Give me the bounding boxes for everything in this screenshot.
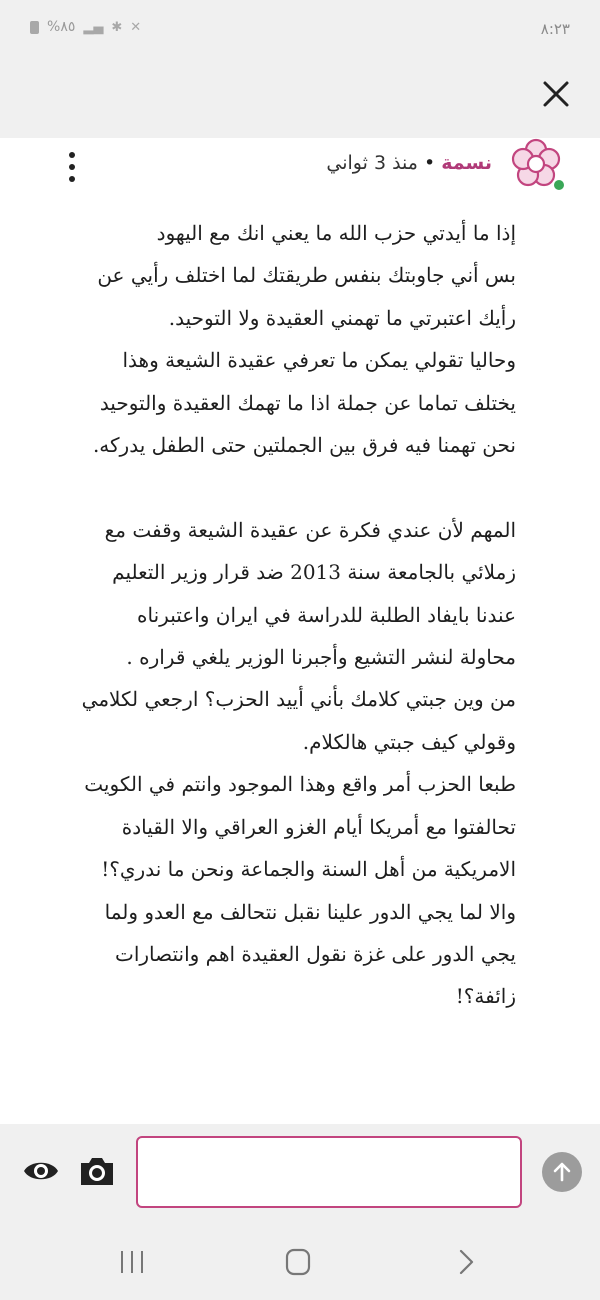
home-button[interactable] (282, 1248, 314, 1276)
more-options-button[interactable] (62, 152, 82, 182)
top-bar (0, 58, 600, 138)
recents-button[interactable] (116, 1248, 148, 1276)
recents-icon (116, 1248, 148, 1276)
sync-icon: ✱ (111, 19, 123, 35)
online-status-dot (552, 178, 566, 192)
status-icons (30, 19, 141, 35)
reply-input[interactable] (136, 1136, 522, 1208)
arrow-up-icon (551, 1161, 573, 1183)
battery-percentage: %٨٥ (47, 19, 76, 35)
battery-icon (30, 21, 39, 34)
author-name[interactable]: نسمة (441, 152, 492, 174)
author-line (326, 152, 492, 174)
back-icon (452, 1248, 484, 1276)
close-icon (540, 78, 572, 110)
signal-icon: ▂▄ (83, 19, 104, 35)
attach-photo-button[interactable] (78, 1154, 116, 1188)
system-navigation-bar (0, 1224, 600, 1300)
preview-button[interactable] (22, 1156, 60, 1186)
reply-composer (0, 1124, 600, 1224)
post-time: منذ 3 ثواني (326, 152, 418, 174)
close-button[interactable] (540, 78, 572, 110)
eye-icon (22, 1156, 60, 1186)
home-icon (282, 1248, 314, 1276)
status-bar (0, 0, 600, 58)
post-header (0, 138, 600, 196)
more-vertical-icon (69, 152, 75, 158)
status-time: ٨:٢٣ (540, 20, 570, 38)
back-button[interactable] (452, 1248, 484, 1276)
meta-separator: • (417, 152, 442, 174)
mute-icon: ✕ (130, 19, 142, 35)
send-button[interactable] (542, 1152, 582, 1192)
camera-icon (78, 1154, 116, 1188)
post-text: إذا ما أيدتي حزب الله ما يعني انك مع اليهود بس أني جاوبتك بنفس طريقتك لما اختلف رأيي عن رأيك اعتبرتي ما تهمني العقيدة ولا التوحيد. وحاليا تقولي يمكن ما تعرفي عقيدة الشيعة وهذا يختلف تماما عن جملة اذا ما تهمك العقيدة والتوحيد نحن تهمنا فيه فرق بين الجملتين حتى الطفل يدركه. المهم لأن عندي فكرة عن عقيدة الشيعة وقفت مع زملائي بالجامعة سنة 2013 ضد قرار وزير التعليم عندنا بايفاد الطلبة للدراسة في ايران واعتبرناه محاولة لنشر التشيع وأجبرنا الوزير يلغي قراره . من وين جبتي كلامك بأني أييد الحزب؟ ارجعي لكلامي وقولي كيف جبتي هالكلام. طبعا الحزب أمر واقع وهذا الموجود وانتم في الكويت تحالفتوا مع أمريكا أيام الغزو العراقي والا القيادة الامريكية من أهل السنة والجماعة ونحن ما ندري؟! والا لما يجي الدور علينا نقبل نتحالف مع العدو ولما يجي الدور على غزة نقول العقيدة اهم وانتصارات زائفة؟! (81, 221, 516, 1009)
